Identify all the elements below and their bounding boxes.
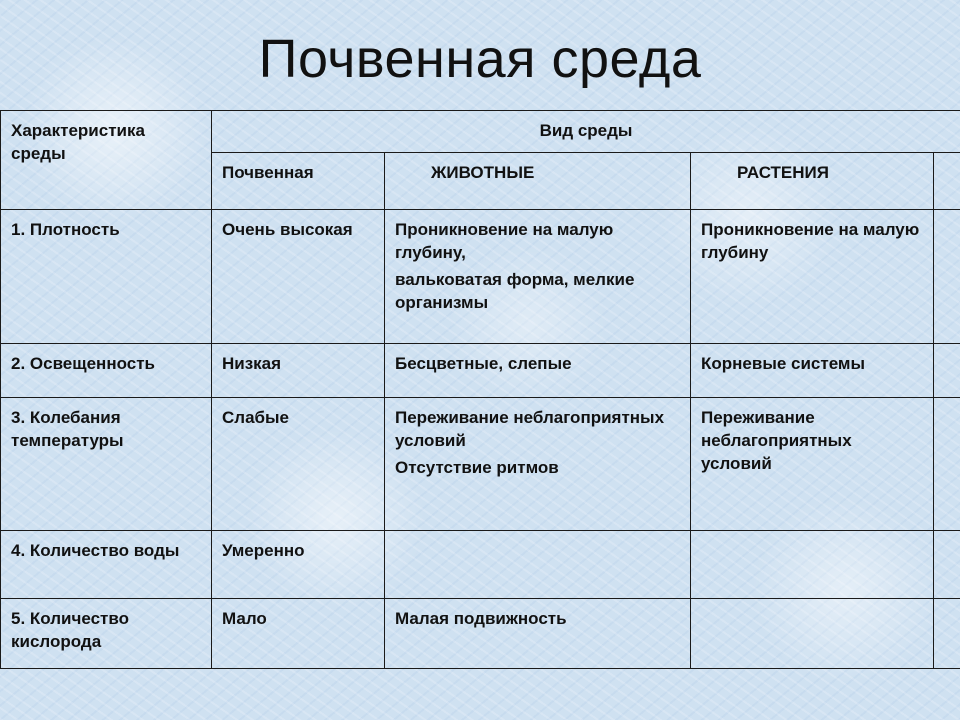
row-value: Мало (212, 599, 385, 669)
row-characteristic: 4. Количество воды (1, 531, 212, 599)
animals-line: Переживание неблагоприятных условий (395, 408, 665, 450)
animals-line: Проникновение на малую глубину, (395, 220, 614, 262)
row-extra-cell (934, 531, 960, 599)
row-extra-cell (934, 210, 960, 344)
row-plants: Переживание неблагоприятных условий (691, 398, 934, 531)
header-row-main (1, 111, 960, 153)
animals-line: Отсутствие ритмов (395, 458, 559, 477)
row-plants (691, 531, 934, 599)
row-value: Умеренно (212, 531, 385, 599)
row-plants (691, 599, 934, 669)
row-value: Слабые (212, 398, 385, 531)
row-animals (385, 210, 691, 344)
row-animals: Малая подвижность (385, 599, 691, 669)
row-extra-cell (934, 344, 960, 398)
row-animals: Бесцветные, слепые (385, 344, 691, 398)
row-plants: Корневые системы (691, 344, 934, 398)
row-animals (385, 531, 691, 599)
table-row (1, 599, 960, 669)
header-extra-cell (934, 153, 960, 210)
header-characteristic: Характеристика среды (1, 111, 212, 210)
header-env-type: Вид среды (212, 111, 960, 153)
row-plants: Проникновение на малую глубину (691, 210, 934, 344)
header-plants: РАСТЕНИЯ (691, 153, 934, 210)
row-animals (385, 398, 691, 531)
row-extra-cell (934, 398, 960, 531)
row-value: Очень высокая (212, 210, 385, 344)
page-title: Почвенная среда (258, 29, 702, 89)
row-extra-cell (934, 599, 960, 669)
row-characteristic: 2. Освещенность (1, 344, 212, 398)
row-value: Низкая (212, 344, 385, 398)
row-characteristic: 1. Плотность (1, 210, 212, 344)
row-characteristic: 5. Количество кислорода (1, 599, 212, 669)
header-environment: Почвенная (212, 153, 385, 210)
table-row (1, 398, 960, 531)
row-characteristic: 3. Колебания температуры (1, 398, 212, 531)
animals-line: вальковатая форма, мелкие организмы (395, 270, 635, 312)
table-row (1, 531, 960, 599)
table-row (1, 344, 960, 398)
environment-table (0, 110, 960, 669)
header-animals: ЖИВОТНЫЕ (385, 153, 691, 210)
table-row (1, 210, 960, 344)
